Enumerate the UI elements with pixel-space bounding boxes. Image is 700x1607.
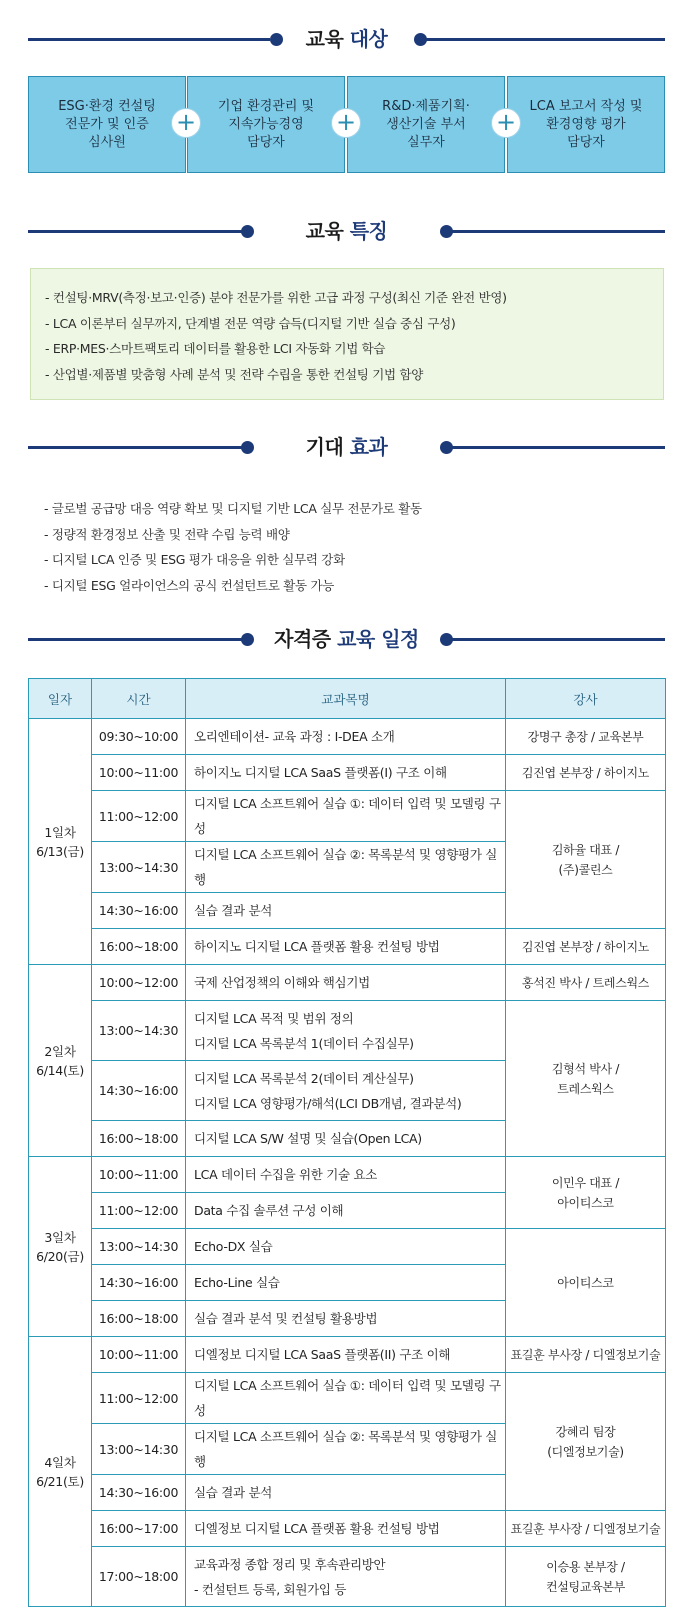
instructor-cell: 표길훈 부사장 / 디엘정보기술 — [506, 1511, 666, 1547]
section-title-target: 교육 대상 — [305, 27, 388, 51]
subject-cell: 하이지노 디지털 LCA 플랫폼 활용 컨설팅 방법 — [186, 929, 506, 965]
instructor-cell: 강명구 총장 / 교육본부 — [506, 719, 666, 755]
time-cell: 11:00~12:00 — [92, 1373, 186, 1424]
day-cell: 3일차 6/20(금) — [29, 1157, 92, 1337]
table-row — [29, 1229, 666, 1265]
table-row — [29, 965, 666, 1001]
subject-cell: 오리엔테이션- 교육 과정 : I-DEA 소개 — [186, 719, 506, 755]
time-cell: 13:00~14:30 — [92, 1229, 186, 1265]
subject-cell: 디지털 LCA 목록분석 2(데이터 계산실무) 디지털 LCA 영향평가/해석(LCI DB개념, 결과분석) — [186, 1061, 506, 1121]
section-header-feature — [28, 216, 665, 246]
time-cell: 11:00~12:00 — [92, 1193, 186, 1229]
time-cell: 14:30~16:00 — [92, 893, 186, 929]
instructor-cell: 홍석진 박사 / 트레스웍스 — [506, 965, 666, 1001]
subject-cell: 교육과정 종합 정리 및 후속관리방안 - 컨설턴트 등록, 회원가입 등 — [186, 1547, 506, 1607]
subject-cell: 디지털 LCA 소프트웨어 실습 ①: 데이터 입력 및 모델링 구성 — [186, 1373, 506, 1424]
instructor-cell: 강혜리 팀장 (디엘정보기술) — [506, 1373, 666, 1511]
day-cell: 1일차 6/13(금) — [29, 719, 92, 965]
subject-cell: LCA 데이터 수집을 위한 기술 요소 — [186, 1157, 506, 1193]
time-cell: 10:00~11:00 — [92, 1337, 186, 1373]
effect-item: - 디지털 ESG 얼라이언스의 공식 컨설턴트로 활동 가능 — [44, 577, 335, 593]
subject-cell: 디지털 LCA 목적 및 범위 정의 디지털 LCA 목록분석 1(데이터 수집실무) — [186, 1001, 506, 1061]
divider-line-right — [420, 38, 665, 41]
time-cell: 10:00~12:00 — [92, 965, 186, 1001]
subject-cell: Echo-DX 실습 — [186, 1229, 506, 1265]
subject-cell: 디지털 LCA S/W 설명 및 실습(Open LCA) — [186, 1121, 506, 1157]
instructor-cell: 표길훈 부사장 / 디엘정보기술 — [506, 1337, 666, 1373]
time-cell: 14:30~16:00 — [92, 1265, 186, 1301]
effect-item: - 정량적 환경정보 산출 및 전략 수립 능력 배양 — [44, 526, 290, 542]
divider-line-right — [446, 230, 665, 233]
instructor-cell: 이민우 대표 / 아이티스코 — [506, 1157, 666, 1229]
time-cell: 09:30~10:00 — [92, 719, 186, 755]
plus-icon: + — [331, 108, 361, 138]
effect-list-container — [44, 496, 644, 598]
time-cell: 11:00~12:00 — [92, 791, 186, 842]
section-title-feature: 교육 특징 — [305, 219, 388, 243]
time-cell: 14:30~16:00 — [92, 1061, 186, 1121]
time-cell: 16:00~18:00 — [92, 1301, 186, 1337]
target-box: LCA 보고서 작성 및 환경영향 평가 담당자 — [507, 76, 665, 173]
subject-cell: 디지털 LCA 소프트웨어 실습 ②: 목록분석 및 영향평가 실행 — [186, 842, 506, 893]
time-cell: 13:00~14:30 — [92, 842, 186, 893]
plus-icon: + — [171, 108, 201, 138]
subject-cell: Echo-Line 실습 — [186, 1265, 506, 1301]
section-title-effect: 기대 효과 — [305, 435, 388, 459]
effect-item: - 디지털 LCA 인증 및 ESG 평가 대응을 위한 실무력 강화 — [44, 552, 345, 567]
table-row — [29, 791, 666, 842]
table-row — [29, 1511, 666, 1547]
time-cell: 16:00~18:00 — [92, 1121, 186, 1157]
feature-list — [45, 285, 649, 387]
table-header-row — [29, 679, 666, 719]
divider-line-right — [446, 638, 665, 641]
table-row — [29, 1373, 666, 1424]
time-cell: 16:00~17:00 — [92, 1511, 186, 1547]
target-box: R&D·제품기획· 생산기술 부서 실무자 — [347, 76, 505, 173]
time-cell: 10:00~11:00 — [92, 1157, 186, 1193]
table-row — [29, 929, 666, 965]
section-header-effect — [28, 432, 665, 462]
section-header-target — [28, 24, 665, 54]
time-cell: 13:00~14:30 — [92, 1424, 186, 1475]
table-row — [29, 719, 666, 755]
feature-item: - ERP·MES·스마트팩토리 데이터를 활용한 LCI 자동화 기법 학습 — [45, 341, 386, 356]
table-row — [29, 1001, 666, 1061]
instructor-cell: 김진엽 본부장 / 하이지노 — [506, 929, 666, 965]
subject-cell: 실습 결과 분석 및 컨설팅 활용방법 — [186, 1301, 506, 1337]
instructor-cell: 김하율 대표 / (주)콜린스 — [506, 791, 666, 929]
subject-cell: 실습 결과 분석 — [186, 1475, 506, 1511]
subject-cell: 디지털 LCA 소프트웨어 실습 ①: 데이터 입력 및 모델링 구성 — [186, 791, 506, 842]
feature-item: - 산업별·제품별 맞춤형 사례 분석 및 전략 수립을 통한 컨설팅 기법 함양 — [45, 366, 423, 382]
divider-line-right — [446, 446, 665, 449]
time-cell: 13:00~14:30 — [92, 1001, 186, 1061]
effect-list — [44, 496, 644, 598]
target-audience-row — [28, 76, 665, 173]
schedule-table — [28, 678, 666, 1607]
section-header-schedule — [28, 624, 665, 654]
plus-icon: + — [491, 108, 521, 138]
instructor-cell: 김진엽 본부장 / 하이지노 — [506, 755, 666, 791]
subject-cell: 디엘정보 디지털 LCA SaaS 플랫폼(II) 구조 이해 — [186, 1337, 506, 1373]
time-cell: 16:00~18:00 — [92, 929, 186, 965]
subject-cell: 디지털 LCA 소프트웨어 실습 ②: 목록분석 및 영향평가 실행 — [186, 1424, 506, 1475]
feature-item: - LCA 이론부터 실무까지, 단계별 전문 역량 습득(디지털 기반 실습 중심 구성) — [45, 315, 456, 331]
table-row — [29, 1337, 666, 1373]
time-cell: 17:00~18:00 — [92, 1547, 186, 1607]
target-box: 기업 환경관리 및 지속가능경영 담당자 — [187, 76, 345, 173]
header-subject: 교과목명 — [186, 679, 506, 719]
day-cell: 2일차 6/14(토) — [29, 965, 92, 1157]
feature-box — [30, 268, 664, 400]
target-box: ESG·환경 컨설팅 전문가 및 인증 심사원 — [28, 76, 186, 173]
subject-cell: 디엘정보 디지털 LCA 플랫폼 활용 컨설팅 방법 — [186, 1511, 506, 1547]
header-day: 일자 — [29, 679, 92, 719]
table-row — [29, 1157, 666, 1193]
time-cell: 14:30~16:00 — [92, 1475, 186, 1511]
instructor-cell: 김형석 박사 / 트레스웍스 — [506, 1001, 666, 1157]
instructor-cell: 이승용 본부장 / 컨설팅교육본부 — [506, 1547, 666, 1607]
subject-cell: 실습 결과 분석 — [186, 893, 506, 929]
header-instructor: 강사 — [506, 679, 666, 719]
time-cell: 10:00~11:00 — [92, 755, 186, 791]
instructor-cell: 아이티스코 — [506, 1229, 666, 1337]
day-cell: 4일차 6/21(토) — [29, 1337, 92, 1607]
table-row — [29, 755, 666, 791]
subject-cell: 하이지노 디지털 LCA SaaS 플랫폼(I) 구조 이해 — [186, 755, 506, 791]
section-title-schedule: 자격증 교육 일정 — [274, 627, 419, 651]
effect-item: - 글로벌 공급망 대응 역량 확보 및 디지털 기반 LCA 실무 전문가로 활동 — [44, 501, 422, 516]
feature-item: - 컨설팅·MRV(측정·보고·인증) 분야 전문가를 위한 고급 과정 구성(최신 기준 완전 반영) — [45, 290, 507, 305]
table-row — [29, 1547, 666, 1607]
subject-cell: Data 수집 솔루션 구성 이해 — [186, 1193, 506, 1229]
subject-cell: 국제 산업정책의 이해와 핵심기법 — [186, 965, 506, 1001]
header-time: 시간 — [92, 679, 186, 719]
